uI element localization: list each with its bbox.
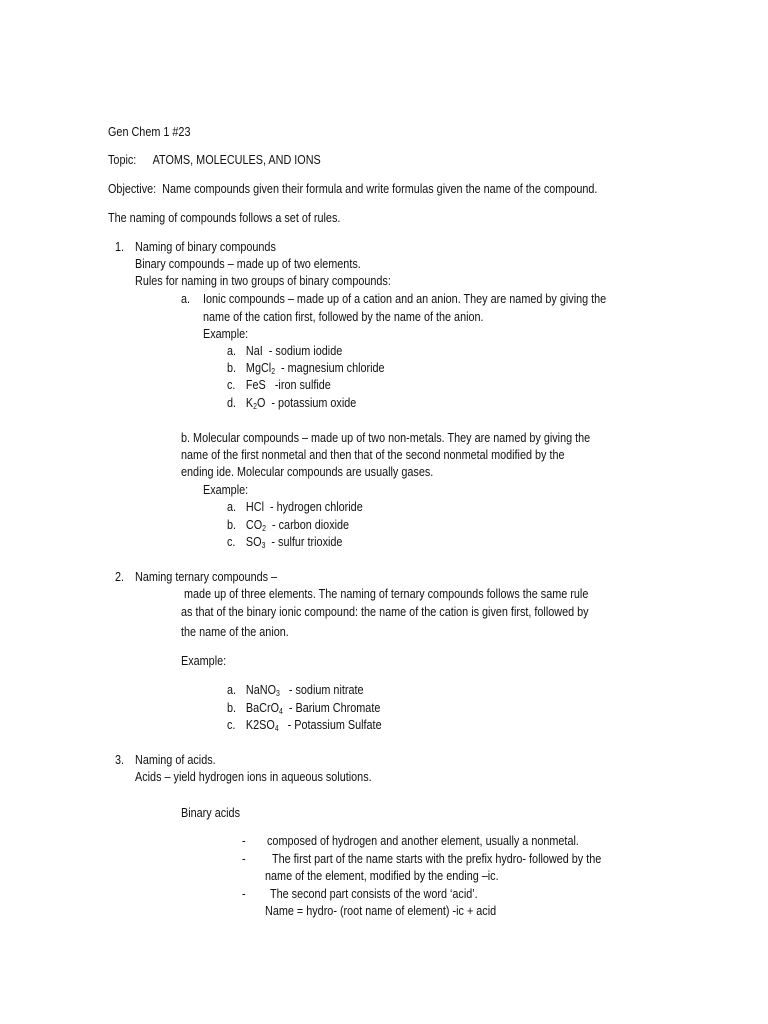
compound-name: - carbon dioxide [272, 518, 350, 532]
section3-subhead: Binary acids [181, 806, 241, 820]
bullet-text: Name = hydro- (root name of element) -ic + acid [265, 904, 497, 918]
subscript: 3 [261, 541, 266, 550]
intro-text: The naming of compounds follows a set of rules. [108, 211, 341, 225]
compound-name: -iron sulfide [274, 378, 331, 392]
bullet-mark: - [242, 852, 246, 866]
bullet-text: The second part consists of the word ‘acid’. [270, 887, 478, 901]
subscript: 2 [253, 402, 257, 411]
molecular-example-label: Example: [203, 483, 249, 497]
section2-example-label: Example: [181, 654, 227, 668]
topic-label: Topic: [108, 153, 137, 167]
section3-definition: Acids – yield hydrogen ions in aqueous solutions. [135, 770, 372, 784]
subscript: 2 [262, 524, 266, 533]
formula: BaCrO [245, 701, 280, 715]
topic-value: ATOMS, MOLECULES, AND IONS [152, 153, 321, 167]
molecular-text-line3: ending ide. Molecular compounds are usually gases. [181, 465, 434, 479]
bullet-mark: - [242, 887, 246, 901]
subscript: 4 [274, 724, 279, 733]
compound-name: - sodium iodide [268, 344, 343, 358]
course-title: Gen Chem 1 #23 [108, 125, 191, 139]
bullet-text: composed of hydrogen and another element, usually a nonmetal. [267, 834, 579, 848]
molecular-example-item: a. HCl - hydrogen chloride [227, 500, 363, 514]
ionic-text-line2: name of the cation first, followed by the name of the anion. [203, 310, 484, 324]
ionic-example-item: a. NaI - sodium iodide [227, 344, 343, 358]
compound-name: - sulfur trioxide [271, 535, 343, 549]
formula: K2SO [245, 718, 275, 732]
compound-name: - hydrogen chloride [270, 500, 363, 514]
section2-text-line3: the name of the anion. [181, 625, 289, 639]
compound-name: - magnesium chloride [281, 361, 385, 375]
ionic-example-label: Example: [203, 327, 249, 341]
subscript: 4 [279, 707, 283, 716]
ionic-example-item: c. FeS -iron sulfide [227, 378, 331, 392]
molecular-example-item: b. $CO_2$ - carbon dioxide [227, 518, 350, 533]
objective-label: Objective: [108, 182, 157, 196]
compound-name: - Potassium Sulfate [287, 718, 382, 732]
section1-definition: Binary compounds – made up of two elements. [135, 257, 361, 271]
formula: NaI [245, 344, 263, 358]
section3-number: 3. [115, 753, 125, 767]
section2-text-line1: made up of three elements. The naming of ternary compounds follows the same rule [184, 587, 589, 601]
objective-line [108, 182, 597, 197]
formula: MgCl [245, 361, 272, 375]
formula: NaNO [245, 683, 277, 697]
compound-name: - Barium Chromate [288, 701, 381, 715]
section3-title: Naming of acids. [135, 753, 216, 767]
formula: O [256, 396, 266, 410]
ionic-example-item: d. $K_2O$ - potassium oxide [227, 396, 357, 411]
subscript: 2 [271, 367, 276, 376]
subscript: 3 [276, 689, 280, 698]
section2-number: 2. [115, 570, 125, 584]
compound-name: - sodium nitrate [288, 683, 364, 697]
bullet-text: The first part of the name starts with the prefix hydro- followed by the [272, 852, 602, 866]
ternary-example-item: c. $K2SO_4$ - Potassium Sulfate [227, 718, 382, 733]
bullet-mark: - [242, 834, 246, 848]
bullet-text: name of the element, modified by the ending –ic. [265, 869, 499, 883]
section2-text-line2: as that of the binary ionic compound: the name of the cation is given first, followed by [181, 605, 589, 619]
section1-rules: Rules for naming in two groups of binary compounds: [135, 274, 391, 288]
objective-text: Name compounds given their formula and write formulas given the name of the compound. [162, 182, 598, 196]
molecular-example-item: c. $SO_3$ - sulfur trioxide [227, 535, 343, 550]
molecular-text-line2: name of the first nonmetal and then that of the second nonmetal modified by the [181, 448, 565, 462]
ternary-example-item: a. NaNO$_3$ - sodium nitrate [227, 683, 364, 698]
section1-number: 1. [115, 240, 125, 254]
ionic-example-item: b. MgCl$_2$ - magnesium chloride [227, 361, 385, 376]
formula: SO [245, 535, 262, 549]
molecular-text-line1: b. Molecular compounds – made up of two non-metals. They are named by giving the [181, 431, 591, 445]
section1-title: Naming of binary compounds [135, 240, 276, 254]
ternary-example-item: b. BaCrO$_4$ - Barium Chromate [227, 701, 381, 716]
ionic-text-line1: Ionic compounds – made up of a cation and an anion. They are named by giving the [203, 292, 607, 306]
section2-title: Naming ternary compounds – [135, 570, 278, 584]
formula: CO [245, 518, 263, 532]
formula: FeS [245, 378, 266, 392]
formula: HCl [245, 500, 264, 514]
compound-name: - potassium oxide [271, 396, 357, 410]
formula: K [245, 396, 254, 410]
ionic-mark: a. [181, 292, 191, 306]
topic-line [108, 153, 321, 168]
